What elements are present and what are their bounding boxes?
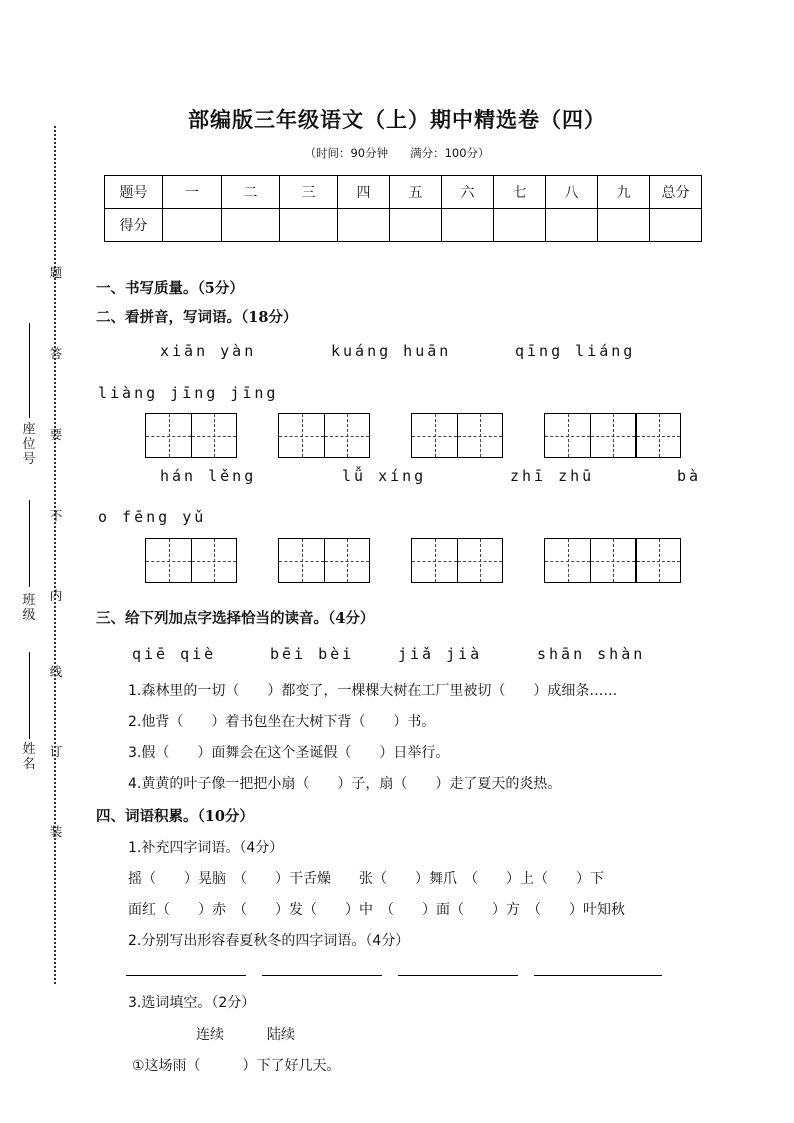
section-1-heading: 一、书写质量。（5分） bbox=[96, 280, 244, 297]
score-header-cell: 七 bbox=[494, 176, 546, 209]
word-choice: 连续 bbox=[196, 1027, 224, 1043]
binding-char: 订 bbox=[49, 744, 63, 759]
writing-cell[interactable] bbox=[324, 539, 369, 582]
score-cell[interactable] bbox=[442, 209, 494, 242]
writing-cell[interactable] bbox=[457, 414, 502, 457]
score-cell[interactable] bbox=[280, 209, 338, 242]
pinyin-prompt: qīng liáng bbox=[515, 342, 636, 360]
score-row-label: 得分 bbox=[105, 209, 163, 242]
writing-grid[interactable] bbox=[544, 413, 681, 458]
writing-cell[interactable] bbox=[412, 414, 457, 457]
seat-number-label: 座位号 bbox=[22, 422, 36, 467]
question-item: 4.黄黄的叶子像一把把小扇（ ）子，扇（ ）走了夏天的炎热。 bbox=[128, 776, 562, 792]
question-item: 1.补充四字词语。（4分） bbox=[128, 840, 284, 856]
writing-grid[interactable] bbox=[411, 538, 503, 583]
writing-cell[interactable] bbox=[412, 539, 457, 582]
question-item: 2.他背（ ）着书包坐在大树下背（ ）书。 bbox=[128, 714, 436, 730]
answer-blank[interactable] bbox=[398, 975, 518, 976]
score-header-cell: 六 bbox=[442, 176, 494, 209]
binding-char: 线 bbox=[49, 664, 63, 679]
idiom-fill-line: 摇（ ）晃脑 （ ）干舌燥 张（ ）舞爪 （ ）上（ ）下 bbox=[128, 871, 604, 887]
question-item: ①这场雨（ ）下了好几天。 bbox=[132, 1058, 341, 1074]
name-blank[interactable] bbox=[29, 652, 30, 739]
score-header-cell: 总分 bbox=[650, 176, 702, 209]
exam-time: （时间：90分钟 bbox=[304, 146, 389, 160]
pinyin-prompt: kuáng huān bbox=[331, 342, 452, 360]
writing-cell[interactable] bbox=[324, 414, 369, 457]
answer-blank[interactable] bbox=[262, 975, 382, 976]
question-item: 3.假（ ）面舞会在这个圣诞假（ ）日举行。 bbox=[128, 745, 450, 761]
score-cell[interactable] bbox=[494, 209, 546, 242]
exam-full-score: 满分：100分） bbox=[410, 146, 490, 160]
writing-cell[interactable] bbox=[146, 539, 191, 582]
word-choice: 陆续 bbox=[267, 1027, 295, 1043]
page-title: 部编版三年级语文（上）期中精选卷（四） bbox=[188, 107, 606, 132]
binding-char: 装 bbox=[49, 824, 63, 839]
pronunciation-option: bēi bèi bbox=[270, 645, 355, 663]
score-header-cell: 八 bbox=[546, 176, 598, 209]
score-cell[interactable] bbox=[598, 209, 650, 242]
binding-char: 要 bbox=[49, 427, 63, 442]
section-2-heading: 二、看拼音，写词语。（18分） bbox=[96, 309, 298, 326]
question-item: 1.森林里的一切（ ）都变了，一棵棵大树在工厂里被切（ ）成细条…… bbox=[128, 683, 618, 699]
exam-info bbox=[0, 145, 794, 161]
seat-number-blank[interactable] bbox=[29, 323, 30, 418]
pinyin-prompt: bà bbox=[677, 467, 702, 485]
writing-cell[interactable] bbox=[635, 539, 680, 582]
score-header-cell: 二 bbox=[222, 176, 280, 209]
pinyin-prompt: zhī zhū bbox=[510, 467, 595, 485]
writing-grid[interactable] bbox=[411, 413, 503, 458]
score-header-cell: 题号 bbox=[105, 176, 163, 209]
binding-char: 答 bbox=[49, 346, 63, 361]
section-4-heading: 四、词语积累。（10分） bbox=[96, 808, 254, 825]
score-header-cell: 五 bbox=[390, 176, 442, 209]
pinyin-prompt: o fēng yǔ bbox=[98, 508, 207, 526]
writing-cell[interactable] bbox=[191, 539, 236, 582]
question-item: 2.分别写出形容春夏秋冬的四字词语。（4分） bbox=[128, 933, 410, 949]
writing-cell[interactable] bbox=[545, 414, 590, 457]
score-cell[interactable] bbox=[163, 209, 222, 242]
question-item: 3.选词填空。（2分） bbox=[128, 995, 256, 1011]
pronunciation-option: jiǎ jià bbox=[398, 645, 483, 663]
score-cell[interactable] bbox=[390, 209, 442, 242]
class-blank[interactable] bbox=[29, 500, 30, 587]
writing-cell[interactable] bbox=[457, 539, 502, 582]
score-header-cell: 一 bbox=[163, 176, 222, 209]
writing-cell[interactable] bbox=[545, 539, 590, 582]
writing-cell[interactable] bbox=[590, 539, 635, 582]
writing-grid[interactable] bbox=[145, 413, 237, 458]
score-header-cell: 三 bbox=[280, 176, 338, 209]
writing-cell[interactable] bbox=[635, 414, 680, 457]
name-label: 姓名 bbox=[22, 742, 36, 772]
pinyin-prompt: hán lěng bbox=[160, 467, 257, 485]
answer-blank[interactable] bbox=[534, 975, 662, 976]
writing-cell[interactable] bbox=[191, 414, 236, 457]
writing-grid[interactable] bbox=[145, 538, 237, 583]
writing-cell[interactable] bbox=[146, 414, 191, 457]
score-table-header-row bbox=[105, 176, 702, 209]
binding-dotted-line bbox=[54, 126, 56, 984]
score-cell[interactable] bbox=[546, 209, 598, 242]
writing-cell[interactable] bbox=[590, 414, 635, 457]
writing-cell[interactable] bbox=[279, 539, 324, 582]
binding-char: 不 bbox=[49, 508, 63, 523]
score-cell[interactable] bbox=[650, 209, 702, 242]
section-3-heading: 三、给下列加点字选择恰当的读音。（4分） bbox=[96, 610, 375, 627]
writing-cell[interactable] bbox=[279, 414, 324, 457]
score-header-cell: 四 bbox=[338, 176, 390, 209]
pinyin-prompt: lǚ xíng bbox=[342, 467, 427, 485]
answer-blank[interactable] bbox=[126, 975, 246, 976]
class-label: 班级 bbox=[22, 593, 36, 623]
score-cell[interactable] bbox=[338, 209, 390, 242]
pinyin-prompt: xiān yàn bbox=[160, 342, 257, 360]
pronunciation-option: qiē qiè bbox=[132, 645, 217, 663]
writing-grid[interactable] bbox=[278, 538, 370, 583]
score-header-cell: 九 bbox=[598, 176, 650, 209]
score-table-score-row bbox=[105, 209, 702, 242]
binding-char: 内 bbox=[49, 588, 63, 603]
pronunciation-option: shān shàn bbox=[537, 645, 646, 663]
score-cell[interactable] bbox=[222, 209, 280, 242]
writing-grid[interactable] bbox=[544, 538, 681, 583]
pinyin-prompt: liàng jīng jīng bbox=[98, 384, 279, 402]
writing-grid[interactable] bbox=[278, 413, 370, 458]
idiom-fill-line: 面红（ ）赤 （ ）发（ ）中 （ ）面（ ）方 （ ）叶知秋 bbox=[128, 902, 625, 918]
score-table bbox=[104, 175, 702, 242]
binding-char: 题 bbox=[49, 265, 63, 280]
